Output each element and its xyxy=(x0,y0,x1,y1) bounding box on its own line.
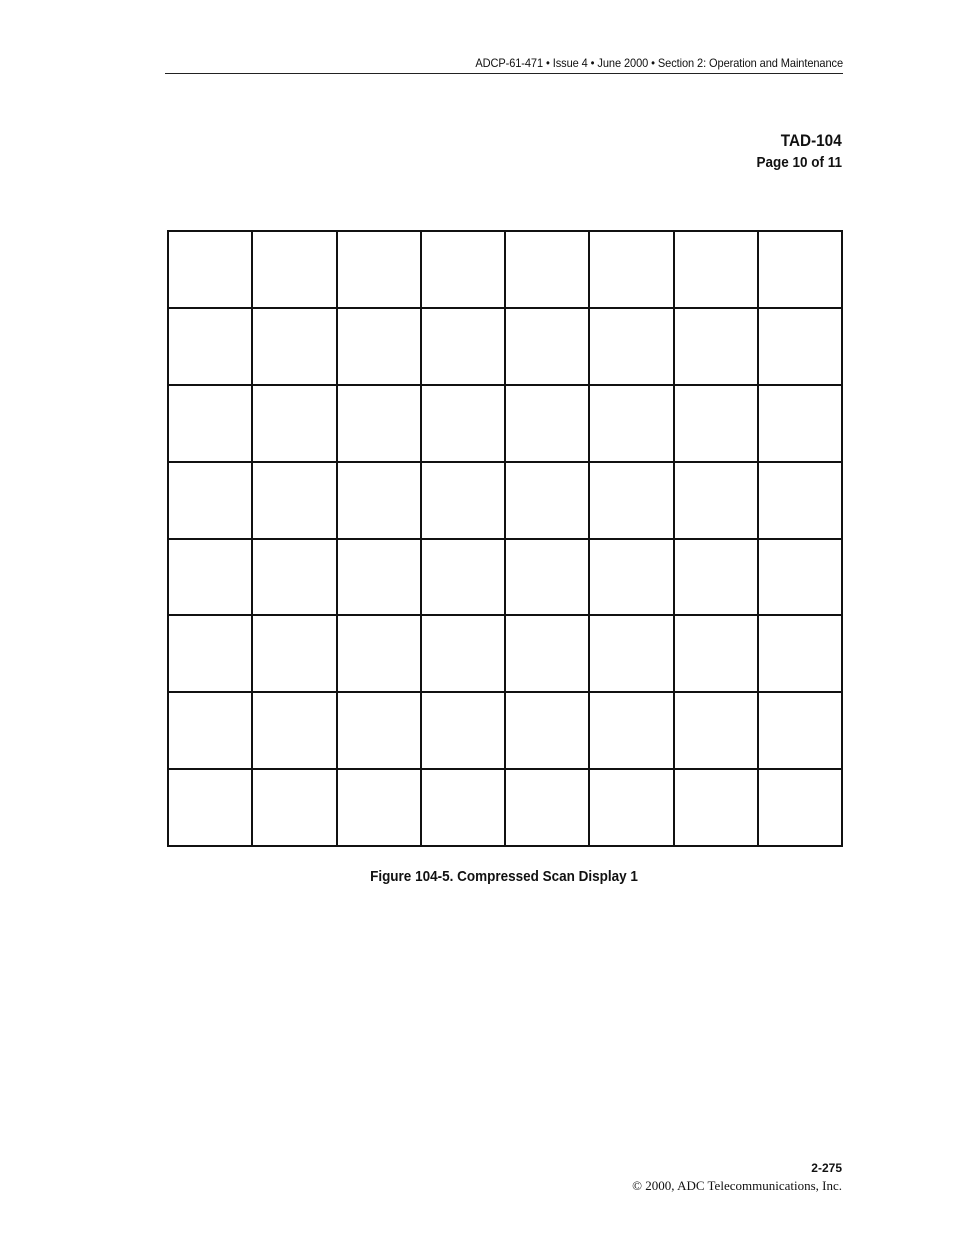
grid-row xyxy=(168,539,842,616)
grid-cell xyxy=(505,308,589,385)
grid-cell xyxy=(252,615,336,692)
grid-cell xyxy=(421,308,505,385)
grid-cell xyxy=(168,462,252,539)
grid-cell xyxy=(168,692,252,769)
grid-cell xyxy=(674,385,758,462)
copyright-notice: © 2000, ADC Telecommunications, Inc. xyxy=(632,1178,842,1193)
grid-cell xyxy=(758,539,842,616)
grid-cell xyxy=(505,539,589,616)
grid-row xyxy=(168,769,842,846)
grid-row xyxy=(168,308,842,385)
grid-cell xyxy=(337,769,421,846)
scan-grid-body xyxy=(168,231,842,846)
running-header: ADCP-61-471 • Issue 4 • June 2000 • Section 2: Operation and Maintenance xyxy=(475,56,843,70)
grid-cell xyxy=(758,769,842,846)
grid-cell xyxy=(421,769,505,846)
grid-cell xyxy=(337,308,421,385)
grid-cell xyxy=(674,769,758,846)
grid-cell xyxy=(758,615,842,692)
grid-cell xyxy=(252,308,336,385)
grid-cell xyxy=(168,539,252,616)
grid-cell xyxy=(168,308,252,385)
grid-cell xyxy=(674,539,758,616)
grid-cell xyxy=(589,231,673,308)
grid-cell xyxy=(758,308,842,385)
grid-cell xyxy=(589,539,673,616)
grid-cell xyxy=(505,231,589,308)
grid-cell xyxy=(421,692,505,769)
grid-cell xyxy=(421,385,505,462)
grid-cell xyxy=(505,462,589,539)
grid-cell xyxy=(168,231,252,308)
grid-cell xyxy=(252,231,336,308)
grid-row xyxy=(168,692,842,769)
grid-cell xyxy=(758,462,842,539)
grid-cell xyxy=(337,692,421,769)
grid-cell xyxy=(337,385,421,462)
grid-cell xyxy=(337,615,421,692)
grid-row xyxy=(168,462,842,539)
grid-cell xyxy=(758,231,842,308)
grid-cell xyxy=(337,539,421,616)
grid-cell xyxy=(674,231,758,308)
grid-cell xyxy=(589,308,673,385)
grid-cell xyxy=(252,692,336,769)
grid-cell xyxy=(505,769,589,846)
grid-cell xyxy=(674,615,758,692)
grid-cell xyxy=(674,692,758,769)
grid-row xyxy=(168,615,842,692)
compressed-scan-grid xyxy=(167,230,843,847)
grid-row xyxy=(168,231,842,308)
grid-cell xyxy=(252,769,336,846)
grid-cell xyxy=(674,462,758,539)
grid-cell xyxy=(168,615,252,692)
grid-cell xyxy=(505,385,589,462)
grid-cell xyxy=(168,385,252,462)
header-rule xyxy=(165,73,843,74)
grid-cell xyxy=(589,385,673,462)
figure-caption: Figure 104-5. Compressed Scan Display 1 xyxy=(370,868,638,885)
page-reference: Page 10 of 11 xyxy=(756,154,842,171)
grid-cell xyxy=(421,231,505,308)
grid-cell xyxy=(589,615,673,692)
grid-cell xyxy=(337,462,421,539)
grid-cell xyxy=(589,692,673,769)
grid-cell xyxy=(421,462,505,539)
grid-cell xyxy=(337,231,421,308)
grid-cell xyxy=(168,769,252,846)
grid-cell xyxy=(252,385,336,462)
grid-cell xyxy=(758,385,842,462)
grid-row xyxy=(168,385,842,462)
grid-cell xyxy=(421,615,505,692)
page-number: 2-275 xyxy=(811,1161,842,1175)
grid-cell xyxy=(674,308,758,385)
grid-cell xyxy=(589,769,673,846)
grid-cell xyxy=(505,692,589,769)
grid-cell xyxy=(505,615,589,692)
grid-cell xyxy=(252,462,336,539)
grid-cell xyxy=(252,539,336,616)
grid-cell xyxy=(589,462,673,539)
grid-cell xyxy=(758,692,842,769)
grid-cell xyxy=(421,539,505,616)
document-id: TAD-104 xyxy=(781,131,842,150)
